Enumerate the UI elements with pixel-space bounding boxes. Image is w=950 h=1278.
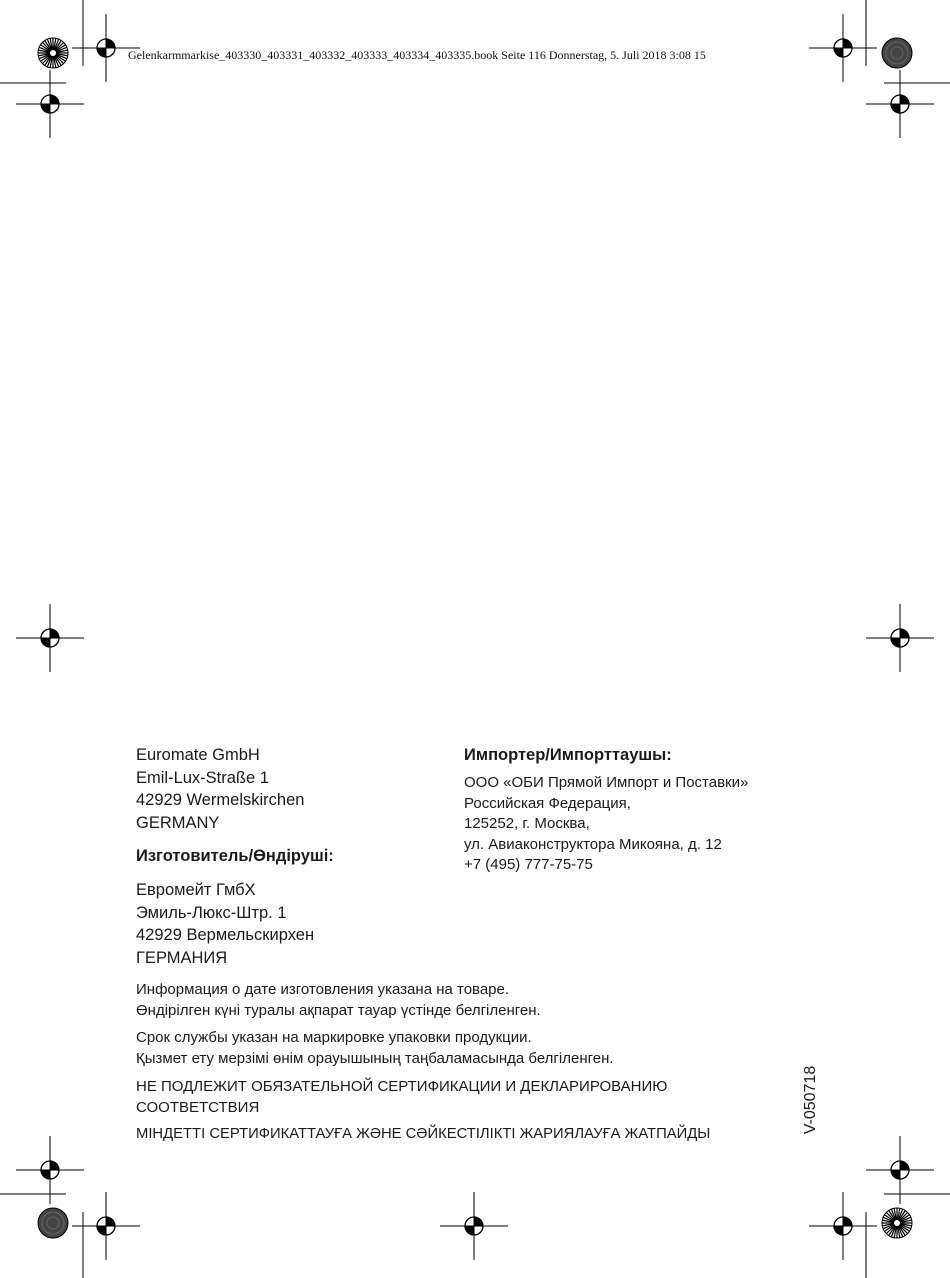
address-line: 42929 Вермельскирхен (136, 926, 315, 944)
registration-mark-right-top (866, 70, 934, 138)
note-line: НЕ ПОДЛЕЖИТ ОБЯЗАТЕЛЬНОЙ СЕРТИФИКАЦИИ И ДЕКЛАРИРОВАНИЮ (136, 1078, 668, 1095)
manufacturer-address-en (136, 744, 304, 834)
address-line: ООО «ОБИ Прямой Импорт и Поставки» (464, 774, 749, 791)
address-line: Российская Федерация, (464, 794, 631, 812)
production-date-note (136, 979, 541, 1021)
registration-mark-left-middle (16, 604, 84, 672)
star-target-bottom-right (882, 1208, 912, 1238)
star-target-top-left (38, 38, 68, 68)
note-line-ru: Информация о дате изготовления указана на товаре. (136, 981, 510, 998)
file-info-header: Gelenkarmmarkise_403330_403331_403332_403333_403334_403335.book Seite 116 Donnerstag, 5. Juli 2018 3:08 15 (128, 48, 706, 62)
address-line: Евромейт ГмбХ (136, 881, 256, 899)
registration-mark-left-top (16, 70, 84, 138)
note-line: МІНДЕТТІ СЕРТИФИКАТТАУҒА ЖӘНЕ СӘЙКЕСТІЛІКТІ ЖАРИЯЛАУҒА ЖАТПАЙДЫ (136, 1126, 711, 1142)
address-line: Euromate GmbH (136, 746, 260, 764)
manufacturer-address-ru (136, 879, 314, 969)
certification-note-kz (136, 1124, 710, 1145)
registration-mark-right-middle (866, 604, 934, 672)
certification-note-ru (136, 1076, 667, 1118)
address-line: ул. Авиаконструктора Микояна, д. 12 (464, 835, 722, 853)
density-target-bottom-left (38, 1208, 68, 1238)
registration-mark-bottom-left (72, 1192, 140, 1260)
note-line-ru: Срок службы указан на маркировке упаковки продукции. (136, 1029, 532, 1046)
manufacturer-heading: Изготовитель/Өндіруші: (136, 847, 334, 865)
density-target-top-right (882, 38, 912, 68)
registration-mark-bottom-right (809, 1192, 877, 1260)
note-line: СООТВЕТСТВИЯ (136, 1099, 260, 1116)
version-code: V-050718 (802, 1065, 819, 1135)
address-line: GERMANY (136, 813, 220, 832)
importer-heading: Импортер/Импорттаушы: (464, 746, 672, 764)
note-line-kz: Өндірілген күні туралы ақпарат тауар үстінде белгіленген. (136, 1002, 541, 1019)
address-line: ГЕРМАНИЯ (136, 948, 228, 967)
registration-mark-top-right (809, 14, 877, 82)
phone-number: +7 (495) 777-75-75 (464, 856, 593, 873)
importer-address (464, 773, 748, 876)
address-line: 42929 Wermelskirchen (136, 791, 305, 809)
address-line: Эмиль-Люкс-Штр. 1 (136, 903, 287, 922)
service-life-note (136, 1027, 614, 1069)
address-line: Emil-Lux-Straße 1 (136, 768, 269, 787)
note-line-kz: Қызмет ету мерзімі өнім орауышының таңбаламасында белгіленген. (136, 1050, 614, 1067)
registration-mark-bottom-center (440, 1192, 508, 1260)
address-line: 125252, г. Москва, (464, 815, 590, 832)
